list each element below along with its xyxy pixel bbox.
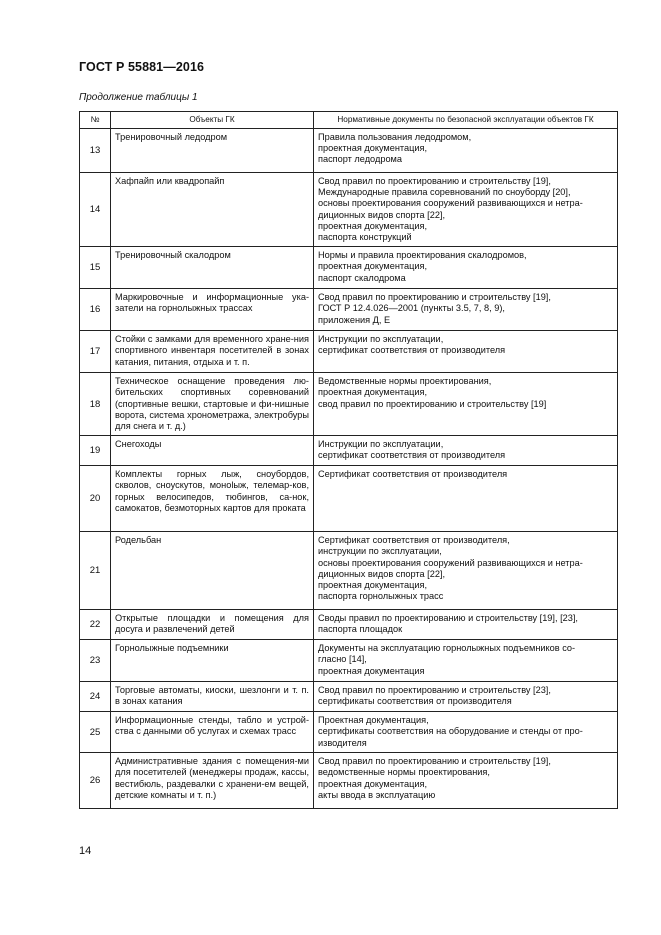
- table-header-row: [80, 112, 618, 129]
- document-line: диционных видов спорта [22],: [318, 568, 446, 579]
- object-cell: [111, 173, 314, 247]
- documents-cell: [314, 247, 618, 289]
- object-cell: [111, 712, 314, 753]
- object-name: Стойки с замками для временного хране-ния спортивного инвентаря посетителей в зонах катания, питания, отдыха и т. п.: [115, 334, 309, 367]
- documents-cell: [314, 640, 618, 682]
- document-line: сертификат соответствия от производителя: [318, 345, 506, 356]
- object-name: Техническое оснащение проведения лю-бительских спортивных соревнований (спортивные вешки, стартовые и фи-нишные ворота, система хронометража, электробуры для снега и т. д.): [115, 376, 309, 432]
- table-caption: Продолжение таблицы 1: [79, 92, 198, 103]
- table-row: [80, 173, 618, 247]
- document-line: акты ввода в эксплуатацию: [318, 789, 436, 800]
- document-line: Международные правила соревнований по сноуборду [20],: [318, 187, 571, 198]
- documents-cell: [314, 466, 618, 532]
- documents-cell: [314, 331, 618, 373]
- document-line: паспорта конструкций: [318, 232, 412, 243]
- object-cell: [111, 436, 314, 466]
- document-line: Сертификат соответствия от производителя,: [318, 535, 510, 546]
- row-number: 18: [80, 373, 111, 436]
- object-cell: [111, 466, 314, 532]
- document-line: проектная документация,: [318, 220, 428, 231]
- object-cell: [111, 373, 314, 436]
- document-line: паспорта горнолыжных трасс: [318, 591, 444, 602]
- row-number: 15: [80, 247, 111, 289]
- object-name: Горнолыжные подъемники: [115, 643, 229, 654]
- object-name: Информационные стенды, табло и устрой-ства с данными об услугах и схемах трасс: [115, 715, 309, 737]
- row-number: 26: [80, 753, 111, 809]
- documents-cell: [314, 753, 618, 809]
- document-line: паспорта площадок: [318, 624, 403, 635]
- document-line: Проектная документация,: [318, 715, 429, 726]
- object-cell: [111, 129, 314, 173]
- document-line: сертификаты соответствия от производителя: [318, 696, 512, 707]
- table-row: [80, 466, 618, 532]
- row-number: 17: [80, 331, 111, 373]
- document-line: Свод правил по проектированию и строительству [19],: [318, 292, 551, 303]
- object-cell: [111, 331, 314, 373]
- document-line: диционных видов спорта [22],: [318, 209, 446, 220]
- document-line: изводителя: [318, 737, 367, 748]
- table-row: [80, 532, 618, 610]
- document-line: Нормы и правила проектирования скалодромов,: [318, 250, 527, 261]
- document-line: Сертификат соответствия от производителя: [318, 469, 508, 480]
- table-row: [80, 247, 618, 289]
- document-line: проектная документация,: [318, 261, 428, 272]
- documents-cell: [314, 682, 618, 712]
- document-line: приложения Д, Е: [318, 314, 391, 325]
- documents-cell: [314, 373, 618, 436]
- document-line: проектная документация,: [318, 778, 428, 789]
- row-number: 13: [80, 129, 111, 173]
- documents-cell: [314, 289, 618, 331]
- object-name: Торговые автоматы, киоски, шезлонги и т. п. в зонах катания: [115, 685, 309, 707]
- document-line: Свод правил по проектированию и строительству [19],: [318, 756, 551, 767]
- row-number: 25: [80, 712, 111, 753]
- safety-documents-table: [79, 111, 618, 809]
- object-name: Снегоходы: [115, 439, 162, 450]
- table-row: [80, 289, 618, 331]
- table-row: [80, 610, 618, 640]
- document-line: гласно [14],: [318, 654, 367, 665]
- document-line: Инструкции по эксплуатации,: [318, 334, 444, 345]
- documents-cell: [314, 712, 618, 753]
- document-line: инструкции по эксплуатации,: [318, 546, 442, 557]
- document-line: паспорт ледодрома: [318, 154, 402, 165]
- object-cell: [111, 289, 314, 331]
- table-row: [80, 373, 618, 436]
- object-name: Комплекты горных лыж, сноубордов, скволов, сноускутов, моноlыж, телемар-ков, горных велосипедов, тюбингов, са-нок, самокатов, безмоторных картов для проката: [115, 469, 309, 513]
- object-cell: [111, 682, 314, 712]
- document-line: Инструкции по эксплуатации,: [318, 439, 444, 450]
- document-line: Ведомственные нормы проектирования,: [318, 376, 492, 387]
- document-line: Свод правил по проектированию и строительству [23],: [318, 685, 551, 696]
- object-name: Хафпайп или квадропайп: [115, 176, 225, 186]
- row-number: 16: [80, 289, 111, 331]
- document-line: Документы на эксплуатацию горнолыжных подъемников со-: [318, 643, 576, 654]
- document-line: ведомственные нормы проектирования,: [318, 767, 490, 778]
- object-cell: [111, 640, 314, 682]
- row-number: 23: [80, 640, 111, 682]
- object-cell: [111, 753, 314, 809]
- object-cell: [111, 247, 314, 289]
- table-row: [80, 712, 618, 753]
- object-name: Тренировочный скалодром: [115, 250, 231, 261]
- table-row: [80, 640, 618, 682]
- document-line: проектная документация,: [318, 143, 428, 154]
- document-line: Правила пользования ледодромом,: [318, 132, 472, 142]
- object-name: Открытые площадки и помещения для досуга и развлечений детей: [115, 613, 309, 635]
- row-number: 24: [80, 682, 111, 712]
- table-row: [80, 682, 618, 712]
- documents-cell: [314, 436, 618, 466]
- object-name: Тренировочный ледодром: [115, 132, 228, 142]
- documents-cell: [314, 532, 618, 610]
- document-id: ГОСТ Р 55881—2016: [79, 60, 205, 74]
- column-header-number: №: [80, 112, 111, 129]
- document-line: Своды правил по проектированию и строительству [19], [23],: [318, 613, 578, 624]
- documents-cell: [314, 610, 618, 640]
- object-cell: [111, 610, 314, 640]
- row-number: 19: [80, 436, 111, 466]
- documents-cell: [314, 173, 618, 247]
- row-number: 22: [80, 610, 111, 640]
- row-number: 21: [80, 532, 111, 610]
- object-name: Родельбан: [115, 535, 162, 546]
- object-name: Маркировочные и информационные ука-затели на горнолыжных трассах: [115, 292, 309, 314]
- document-line: основы проектирования сооружений развивающихся и нетра-: [318, 198, 583, 209]
- document-line: свод правил по проектированию и строительству [19]: [318, 398, 547, 409]
- document-line: сертификат соответствия от производителя: [318, 450, 506, 461]
- document-line: Свод правил по проектированию и строительству [19],: [318, 176, 551, 186]
- document-line: проектная документация: [318, 665, 425, 676]
- page-number: 14: [79, 845, 92, 857]
- document-line: паспорт скалодрома: [318, 272, 406, 283]
- table-row: [80, 331, 618, 373]
- row-number: 14: [80, 173, 111, 247]
- object-cell: [111, 532, 314, 610]
- row-number: 20: [80, 466, 111, 532]
- document-line: основы проектирования сооружений развивающихся и нетра-: [318, 557, 583, 568]
- object-name: Административные здания с помещения-ми для посетителей (менеджеры продаж, кассы, вестибюль, раздевалки с хранени-ем вещей, детские комнаты и т. п.): [115, 756, 309, 800]
- column-header-documents: Нормативные документы по безопасной эксплуатации объектов ГК: [314, 112, 618, 129]
- documents-cell: [314, 129, 618, 173]
- document-line: проектная документация,: [318, 580, 428, 591]
- document-line: сертификаты соответствия на оборудование и стенды от про-: [318, 726, 583, 737]
- document-line: проектная документация,: [318, 387, 428, 398]
- table-row: [80, 753, 618, 809]
- column-header-objects: Объекты ГК: [111, 112, 314, 129]
- table-row: [80, 436, 618, 466]
- document-line: ГОСТ Р 12.4.026—2001 (пункты 3.5, 7, 8, 9),: [318, 303, 505, 314]
- table-row: [80, 129, 618, 173]
